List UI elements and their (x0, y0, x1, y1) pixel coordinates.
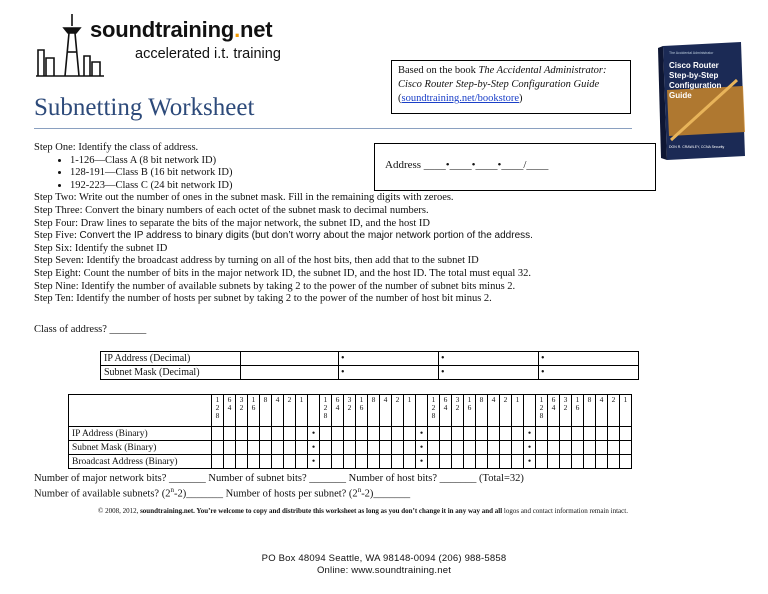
bit-cell[interactable] (284, 441, 296, 455)
bit-cell[interactable] (560, 427, 572, 441)
octet-cell[interactable] (241, 366, 339, 380)
bit-cell[interactable] (356, 441, 368, 455)
table-row (101, 366, 639, 380)
bit-cell[interactable] (296, 441, 308, 455)
bit-weight-header: 1 2 8 (212, 395, 224, 427)
svg-text:Configuration: Configuration (669, 81, 722, 90)
row-label: IP Address (Decimal) (101, 352, 241, 366)
book-author: DON R. CRAWLEY, CCNA Security (669, 145, 725, 149)
octet-separator: • (308, 455, 320, 469)
bit-cell[interactable] (332, 441, 344, 455)
bit-cell[interactable] (572, 455, 584, 469)
bit-cell[interactable] (488, 427, 500, 441)
bit-cell[interactable] (536, 427, 548, 441)
bit-cell[interactable] (236, 455, 248, 469)
octet-separator: • (524, 427, 536, 441)
bit-header-row (69, 395, 632, 427)
bit-weight-header: 3 2 (560, 395, 572, 427)
bit-weight-header: 4 (488, 395, 500, 427)
bit-cell[interactable] (392, 427, 404, 441)
bit-cell[interactable] (284, 427, 296, 441)
bit-cell[interactable] (440, 455, 452, 469)
table-row (101, 352, 639, 366)
bit-cell[interactable] (344, 427, 356, 441)
octet-separator: • (524, 441, 536, 455)
row-label: Subnet Mask (Binary) (69, 441, 212, 455)
bit-cell[interactable] (584, 441, 596, 455)
bit-cell[interactable] (296, 455, 308, 469)
footer-address: PO Box 48094 Seattle, WA 98148-0094 (206) 988-5858 (261, 553, 507, 564)
bit-cell[interactable] (404, 427, 416, 441)
bit-cell[interactable] (464, 441, 476, 455)
octet-cell[interactable]: • (439, 366, 539, 380)
bit-cell[interactable] (560, 441, 572, 455)
bit-cell[interactable] (248, 441, 260, 455)
book-series: The Accidental Administrator (669, 51, 714, 55)
bit-cell[interactable] (476, 427, 488, 441)
bit-weight-header: 1 6 (356, 395, 368, 427)
bit-cell[interactable] (620, 455, 632, 469)
bit-cell[interactable] (392, 441, 404, 455)
bit-cell[interactable] (476, 455, 488, 469)
bit-weight-header: 1 6 (572, 395, 584, 427)
bit-weight-header: 1 (296, 395, 308, 427)
bit-cell[interactable] (536, 455, 548, 469)
bit-cell[interactable] (440, 441, 452, 455)
bit-cell[interactable] (380, 441, 392, 455)
bit-cell[interactable] (464, 427, 476, 441)
bit-cell[interactable] (320, 455, 332, 469)
octet-cell[interactable]: • (539, 366, 639, 380)
bit-cell[interactable] (320, 441, 332, 455)
bit-cell[interactable] (596, 455, 608, 469)
binary-table (68, 394, 632, 469)
bit-cell[interactable] (392, 455, 404, 469)
bit-weight-header: 4 (596, 395, 608, 427)
bit-weight-header: 8 (368, 395, 380, 427)
bit-cell[interactable] (236, 441, 248, 455)
bit-cell[interactable] (572, 427, 584, 441)
table-row (69, 441, 632, 455)
octet-separator: • (416, 455, 428, 469)
page-title: Subnetting Worksheet (34, 94, 255, 121)
bit-weight-header: 1 6 (248, 395, 260, 427)
bit-cell[interactable] (356, 455, 368, 469)
bit-cell[interactable] (368, 427, 380, 441)
bit-cell[interactable] (224, 455, 236, 469)
bit-cell[interactable] (320, 427, 332, 441)
book-reference-box: Based on the book The Accidental Administrator: Cisco Router Step-by-Step Configuration Guide (soundtraining.net/bookstore) (391, 60, 631, 114)
bit-weight-header: 6 4 (548, 395, 560, 427)
step-ten: Step Ten: Identify the number of hosts per subnet by taking 2 to the power of the number of host bit minus 2. (34, 293, 492, 305)
address-field[interactable]: Address ____•____•____•____/____ (385, 159, 549, 171)
bit-cell[interactable] (272, 441, 284, 455)
bit-cell[interactable] (368, 455, 380, 469)
bit-weight-header: 4 (272, 395, 284, 427)
bit-cell[interactable] (212, 455, 224, 469)
bit-weight-header: 6 4 (224, 395, 236, 427)
octet-separator: • (416, 441, 428, 455)
bit-cell[interactable] (260, 455, 272, 469)
row-label: IP Address (Binary) (69, 427, 212, 441)
bit-cell[interactable] (620, 441, 632, 455)
bit-cell[interactable] (248, 455, 260, 469)
bit-cell[interactable] (488, 455, 500, 469)
header-blank (69, 395, 212, 427)
footer-website: Online: www.soundtraining.net (316, 565, 452, 576)
class-c: • 192-223—Class C (24 bit network ID) (70, 180, 533, 193)
octet-separator: • (308, 427, 320, 441)
bit-cell[interactable] (548, 455, 560, 469)
bit-weight-header: 6 4 (440, 395, 452, 427)
octet-gap (308, 395, 320, 427)
bit-weight-header: 2 (608, 395, 620, 427)
octet-separator: • (524, 455, 536, 469)
bit-cell[interactable] (596, 441, 608, 455)
bit-cell[interactable] (548, 427, 560, 441)
bit-weight-header: 1 (404, 395, 416, 427)
bit-cell[interactable] (608, 427, 620, 441)
bit-cell[interactable] (608, 455, 620, 469)
bit-weight-header: 4 (380, 395, 392, 427)
bit-cell[interactable] (404, 455, 416, 469)
bit-cell[interactable] (224, 427, 236, 441)
class-a: • 1-126—Class A (8 bit network ID) (70, 155, 533, 168)
bit-weight-header: 3 2 (344, 395, 356, 427)
bit-cell[interactable] (296, 427, 308, 441)
bit-cell[interactable] (428, 441, 440, 455)
bit-cell[interactable] (368, 441, 380, 455)
class-list (34, 155, 533, 193)
bit-cell[interactable] (476, 441, 488, 455)
svg-text:Step-by-Step: Step-by-Step (669, 71, 719, 80)
bit-cell[interactable] (548, 441, 560, 455)
brand-tagline: accelerated i.t. training (135, 46, 281, 62)
step-nine: Step Nine: Identify the number of available subnets by taking 2 to the power of the number of subnet bits minus 2. (34, 280, 516, 292)
bit-cell[interactable] (248, 427, 260, 441)
bit-weight-header: 1 2 8 (536, 395, 548, 427)
decimal-table (100, 351, 639, 380)
bit-cell[interactable] (500, 441, 512, 455)
svg-text:Cisco Router: Cisco Router (669, 61, 719, 70)
step-eight: Step Eight: Count the number of bits in the major network ID, the subnet ID, and the host ID. The total must equal 32. (34, 267, 532, 279)
bookstore-link[interactable]: soundtraining.net/bookstore (401, 93, 520, 104)
octet-gap (416, 395, 428, 427)
bit-cell[interactable] (224, 441, 236, 455)
bit-weight-header: 1 2 8 (428, 395, 440, 427)
bit-cell[interactable] (620, 427, 632, 441)
subnets-hosts-questions[interactable]: Number of available subnets? (2$^n$-2)_______ Number of hosts per subnet? (2$^n$-2)_______ (34, 486, 411, 500)
bit-cell[interactable] (512, 441, 524, 455)
bit-cell[interactable] (464, 455, 476, 469)
bit-cell[interactable] (356, 427, 368, 441)
step-five: Step Five: Convert the IP address to binary digits (but don’t worry about the major network portion of the address. (34, 230, 533, 242)
step-seven: Step Seven: Identify the broadcast address by turning on all of the host bits, then add that to the subnet ID (34, 255, 479, 267)
svg-text:Guide: Guide (669, 91, 692, 100)
bit-cell[interactable] (428, 455, 440, 469)
octet-gap (524, 395, 536, 427)
bits-questions[interactable]: Number of major network bits? _______ Number of subnet bits? _______ Number of host bits? _______ (Total=32) (34, 473, 524, 484)
bit-cell[interactable] (584, 427, 596, 441)
bit-cell[interactable] (572, 441, 584, 455)
book-cover-image (657, 40, 747, 162)
bit-weight-header: 3 2 (452, 395, 464, 427)
bit-weight-header: 8 (584, 395, 596, 427)
bit-weight-header: 8 (476, 395, 488, 427)
octet-cell[interactable]: • (539, 352, 639, 366)
bit-cell[interactable] (380, 455, 392, 469)
bit-cell[interactable] (236, 427, 248, 441)
octet-separator: • (416, 427, 428, 441)
bit-cell[interactable] (272, 427, 284, 441)
bit-cell[interactable] (488, 441, 500, 455)
step-three: Step Three: Convert the binary numbers of each octet of the subnet mask to decimal numbers. (34, 204, 429, 216)
bit-cell[interactable] (596, 427, 608, 441)
bit-cell[interactable] (404, 441, 416, 455)
bit-cell[interactable] (452, 455, 464, 469)
class-of-address-question[interactable]: Class of address? _______ (34, 324, 147, 335)
step-two: Step Two: Write out the number of ones in the subnet mask. Fill in the remaining digits with zeroes. (34, 192, 454, 204)
bit-weight-header: 3 2 (236, 395, 248, 427)
bit-cell[interactable] (380, 427, 392, 441)
class-b: • 128-191—Class B (16 bit network ID) (70, 167, 533, 180)
bit-cell[interactable] (428, 427, 440, 441)
octet-cell[interactable]: • (339, 366, 439, 380)
bit-cell[interactable] (500, 455, 512, 469)
bit-cell[interactable] (212, 427, 224, 441)
step-one: Step One: Identify the class of address. (34, 142, 199, 153)
bit-weight-header: 1 2 8 (320, 395, 332, 427)
steps-list (34, 142, 533, 306)
bit-cell[interactable] (452, 427, 464, 441)
bit-cell[interactable] (344, 455, 356, 469)
bit-weight-header: 1 6 (464, 395, 476, 427)
step-six: Step Six: Identify the subnet ID (34, 242, 168, 254)
bit-cell[interactable] (332, 455, 344, 469)
title-divider (34, 128, 632, 129)
table-row (69, 427, 632, 441)
bit-weight-header: 1 (620, 395, 632, 427)
bit-cell[interactable] (284, 455, 296, 469)
row-label: Broadcast Address (Binary) (69, 455, 212, 469)
bit-cell[interactable] (332, 427, 344, 441)
copyright-notice: © 2008, 2012, soundtraining.net. You’re welcome to copy and distribute this worksheet as long as you don’t change it in any way and all logos and contact information remain intact. (98, 507, 628, 515)
bit-cell[interactable] (584, 455, 596, 469)
step-four: Step Four: Draw lines to separate the bits of the major network, the subnet ID, and the host ID (34, 217, 430, 229)
bit-cell[interactable] (512, 455, 524, 469)
bit-cell[interactable] (344, 441, 356, 455)
bit-cell[interactable] (260, 441, 272, 455)
bit-cell[interactable] (512, 427, 524, 441)
bit-cell[interactable] (536, 441, 548, 455)
brand-name: soundtraining.net (90, 17, 273, 42)
bit-weight-header: 2 (500, 395, 512, 427)
bit-cell[interactable] (260, 427, 272, 441)
bit-cell[interactable] (452, 441, 464, 455)
octet-cell[interactable] (241, 352, 339, 366)
bit-weight-header: 2 (392, 395, 404, 427)
row-label: Subnet Mask (Decimal) (101, 366, 241, 380)
bit-cell[interactable] (560, 455, 572, 469)
bit-weight-header: 1 (512, 395, 524, 427)
bit-cell[interactable] (500, 427, 512, 441)
octet-cell[interactable]: • (339, 352, 439, 366)
bit-cell[interactable] (440, 427, 452, 441)
octet-separator: • (308, 441, 320, 455)
bit-weight-header: 6 4 (332, 395, 344, 427)
bit-cell[interactable] (212, 441, 224, 455)
table-row (69, 455, 632, 469)
bit-weight-header: 2 (284, 395, 296, 427)
bit-weight-header: 8 (260, 395, 272, 427)
bit-cell[interactable] (272, 455, 284, 469)
octet-cell[interactable]: • (439, 352, 539, 366)
bit-cell[interactable] (608, 441, 620, 455)
